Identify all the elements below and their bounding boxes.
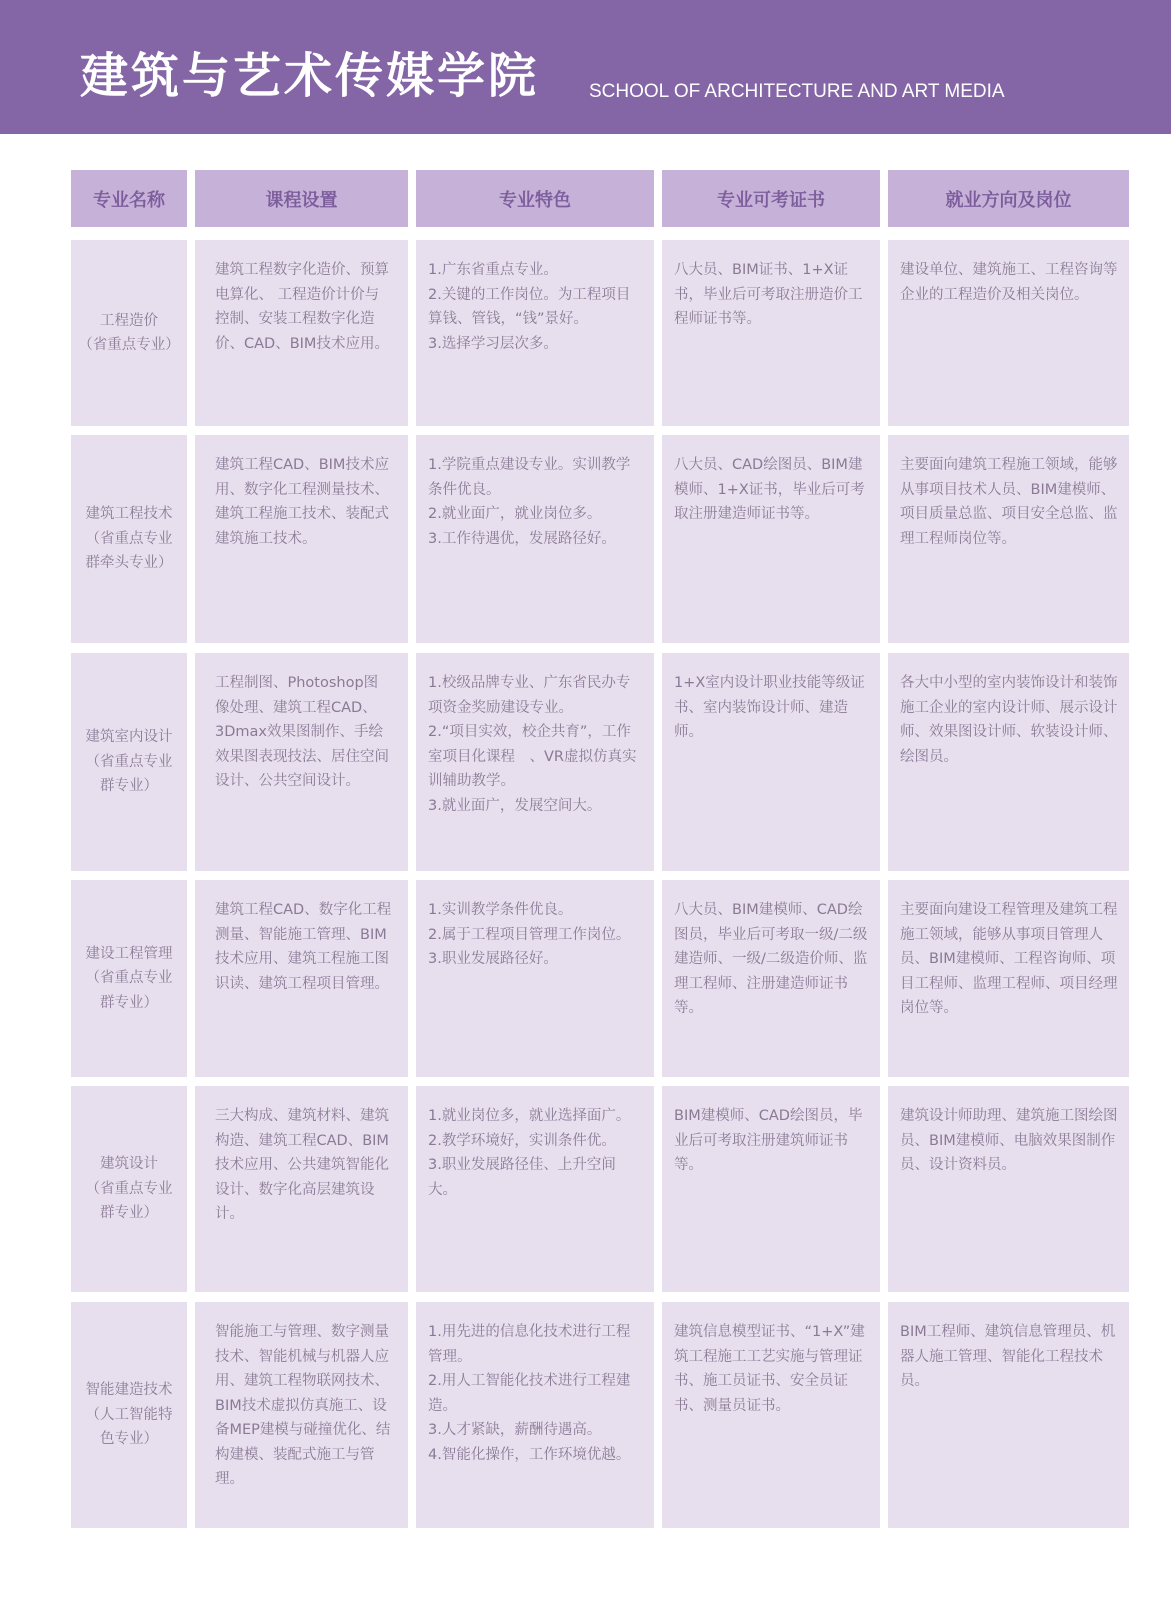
page-title: 建筑与艺术传媒学院 bbox=[80, 48, 540, 104]
features-cell: 1.校级品牌专业、广东省民办专项资金奖励建设专业。 2.“项目实效，校企共育”，工作室项目化课程 、VR虚拟仿真实训辅助教学。 3.就业面广，发展空间大。 bbox=[416, 653, 654, 871]
courses-cell: 工程制图、Photoshop图像处理、建筑工程CAD、3Dmax效果图制作、手绘效果图表现技法、居住空间设计、公共空间设计。 bbox=[195, 653, 408, 871]
careers-cell: 主要面向建筑工程施工领域，能够从事项目技术人员、BIM建模师、项目质量总监、项目安全总监、监理工程师岗位等。 bbox=[888, 435, 1129, 643]
courses-cell: 三大构成、建筑材料、建筑构造、建筑工程CAD、BIM技术应用、公共建筑智能化设计、数字化高层建筑设计。 bbox=[195, 1086, 408, 1292]
careers-cell: 主要面向建设工程管理及建筑工程施工领域，能够从事项目管理人员、BIM建模师、工程咨询师、项目工程师、监理工程师、项目经理岗位等。 bbox=[888, 880, 1129, 1077]
certificates-cell: 八大员、BIM证书、1+X证书，毕业后可考取注册造价工程师证书等。 bbox=[662, 240, 880, 426]
features-cell: 1.用先进的信息化技术进行工程管理。 2.用人工智能化技术进行工程建造。 3.人才紧缺，薪酬待遇高。 4.智能化操作，工作环境优越。 bbox=[416, 1302, 654, 1528]
major-name-cell bbox=[71, 240, 187, 426]
major-name: 建筑工程技术 （省重点专业 群牵头专业） bbox=[85, 506, 173, 572]
courses-cell: 建筑工程CAD、BIM技术应用、数字化工程测量技术、建筑工程施工技术、装配式建筑施工技术。 bbox=[195, 435, 408, 643]
certificates-cell: 1+X室内设计职业技能等级证书、室内装饰设计师、建造师。 bbox=[662, 653, 880, 871]
features-cell: 1.广东省重点专业。 2.关键的工作岗位。为工程项目算钱、管钱，“钱”景好。 3.选择学习层次多。 bbox=[416, 240, 654, 426]
major-name: 建筑设计 （省重点专业 群专业） bbox=[85, 1156, 173, 1222]
careers-cell: 各大中小型的室内装饰设计和装饰施工企业的室内设计师、展示设计师、效果图设计师、软装设计师、绘图员。 bbox=[888, 653, 1129, 871]
certificates-cell: BIM建模师、CAD绘图员，毕业后可考取注册建筑师证书等。 bbox=[662, 1086, 880, 1292]
careers-cell: BIM工程师、建筑信息管理员、机器人施工管理、智能化工程技术员。 bbox=[888, 1302, 1129, 1528]
page-subtitle: SCHOOL OF ARCHITECTURE AND ART MEDIA bbox=[589, 81, 1005, 102]
header-cell-courses: 课程设置 bbox=[195, 170, 408, 227]
careers-cell: 建设单位、建筑施工、工程咨询等企业的工程造价及相关岗位。 bbox=[888, 240, 1129, 426]
certificates-cell: 八大员、CAD绘图员、BIM建模师、1+X证书，毕业后可考取注册建造师证书等。 bbox=[662, 435, 880, 643]
certificates-cell: 八大员、BIM建模师、CAD绘图员，毕业后可考取一级/二级建造师、一级/二级造价师、监理工程师、注册建造师证书等。 bbox=[662, 880, 880, 1077]
header-cell-certificates: 专业可考证书 bbox=[662, 170, 880, 227]
header-banner bbox=[0, 0, 1171, 134]
courses-cell: 智能施工与管理、数字测量技术、智能机械与机器人应用、建筑工程物联网技术、BIM技术虚拟仿真施工、设备MEP建模与碰撞优化、结构建模、装配式施工与管理。 bbox=[195, 1302, 408, 1528]
features-cell: 1.学院重点建设专业。实训教学条件优良。 2.就业面广，就业岗位多。 3.工作待遇优，发展路径好。 bbox=[416, 435, 654, 643]
certificates-cell: 建筑信息模型证书、“1+X”建筑工程施工工艺实施与管理证书、施工员证书、安全员证书、测量员证书。 bbox=[662, 1302, 880, 1528]
features-cell: 1.就业岗位多，就业选择面广。 2.教学环境好，实训条件优。 3.职业发展路径佳、上升空间大。 bbox=[416, 1086, 654, 1292]
courses-cell: 建筑工程CAD、数字化工程测量、智能施工管理、BIM技术应用、建筑工程施工图识读、建筑工程项目管理。 bbox=[195, 880, 408, 1077]
features-cell: 1.实训教学条件优良。 2.属于工程项目管理工作岗位。 3.职业发展路径好。 bbox=[416, 880, 654, 1077]
header-cell-major: 专业名称 bbox=[71, 170, 187, 227]
major-name-cell bbox=[71, 1086, 187, 1292]
header-cell-features: 专业特色 bbox=[416, 170, 654, 227]
major-name: 建设工程管理 （省重点专业 群专业） bbox=[85, 945, 173, 1011]
major-name: 智能建造技术 （人工智能特 色专业） bbox=[85, 1382, 173, 1448]
major-name-cell bbox=[71, 1302, 187, 1528]
major-name-cell bbox=[71, 880, 187, 1077]
major-name-cell bbox=[71, 435, 187, 643]
careers-cell: 建筑设计师助理、建筑施工图绘图员、BIM建模师、电脑效果图制作员、设计资料员。 bbox=[888, 1086, 1129, 1292]
major-name: 工程造价 （省重点专业） bbox=[78, 312, 180, 353]
major-name: 建筑室内设计 （省重点专业 群专业） bbox=[85, 729, 173, 795]
courses-cell: 建筑工程数字化造价、预算电算化、 工程造价计价与控制、安装工程数字化造价、CAD、BIM技术应用。 bbox=[195, 240, 408, 426]
major-name-cell bbox=[71, 653, 187, 871]
header-cell-careers: 就业方向及岗位 bbox=[888, 170, 1129, 227]
